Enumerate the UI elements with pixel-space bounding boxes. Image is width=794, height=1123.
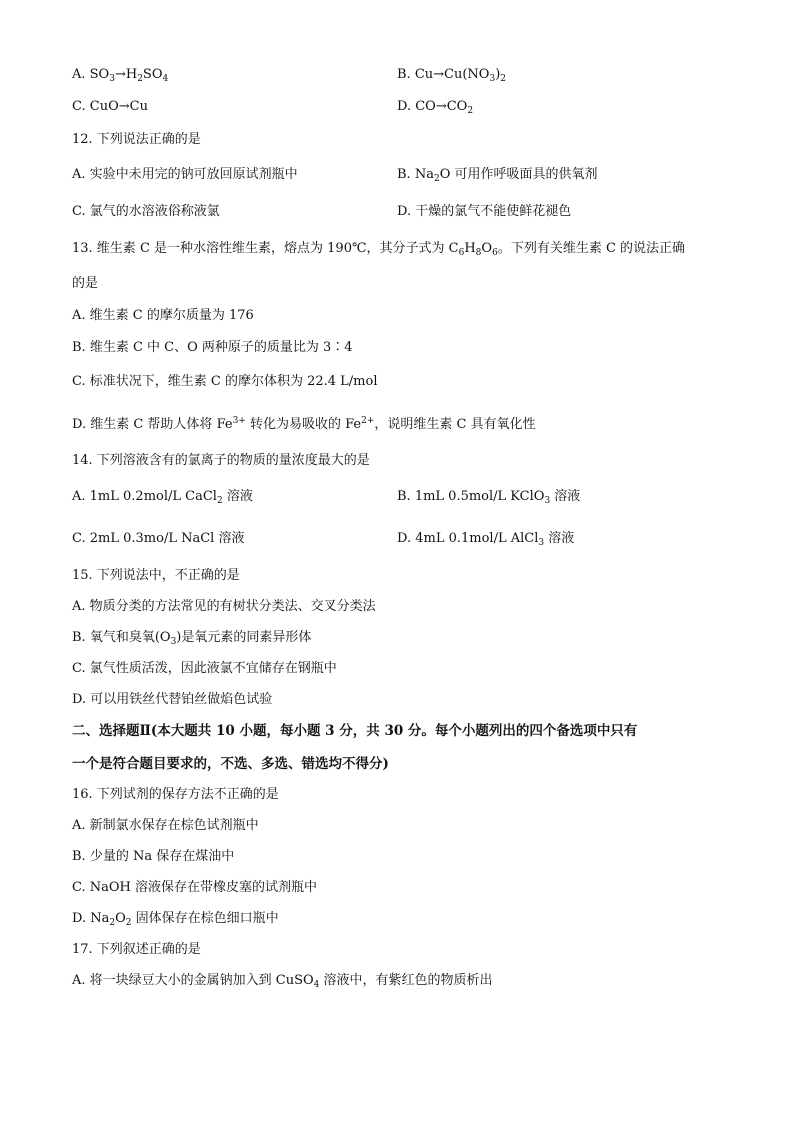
q12-option-b: B. $Na_2O$ 可用作呼吸面具的供氧剂: [397, 167, 598, 184]
q15-option-b: B. 氧气和臭氧$(O_3)$是氧元素的同素异形体: [72, 630, 312, 647]
q15-option-d: D. 可以用铁丝代替铂丝做焰色试验: [72, 692, 273, 707]
q11-option-d: D. $CO\to CO_2$: [397, 99, 474, 116]
q12-option-a: A. 实验中未用完的钠可放回原试剂瓶中: [72, 167, 298, 182]
q16-option-b: B. 少量的 Na 保存在煤油中: [72, 849, 235, 864]
q13-stem-cont: 的是: [72, 276, 99, 291]
q12-stem: 12. 下列说法正确的是: [72, 132, 201, 147]
q12-option-d: D. 干燥的氯气不能使鲜花褪色: [397, 204, 572, 219]
q12-option-c: C. 氯气的水溶液俗称液氯: [72, 204, 220, 219]
q14-stem: 14. 下列溶液含有的氯离子的物质的量浓度最大的是: [72, 453, 370, 468]
q14-option-b: B. 1mL 0.5mol/L KClO$_3$ 溶液: [397, 489, 581, 506]
q16-option-a: A. 新制氯水保存在棕色试剂瓶中: [72, 818, 259, 833]
q15-stem: 15. 下列说法中，不正确的是: [72, 568, 240, 583]
q13-stem: 13. 维生素 C 是一种水溶性维生素，熔点为 190℃，其分子式为 $C_6H_8O_6$。下列有关维生素 C 的说法正确: [72, 241, 686, 258]
q16-stem: 16. 下列试剂的保存方法不正确的是: [72, 787, 279, 802]
q16-option-c: C. NaOH 溶液保存在带橡皮塞的试剂瓶中: [72, 880, 318, 895]
q17-stem: 17. 下列叙述正确的是: [72, 942, 201, 957]
section-2-heading-cont: 一个是符合题目要求的，不选、多选、错选均不得分): [72, 756, 389, 772]
section-2-heading: 二、选择题Ⅱ(本大题共 10 小题，每小题 3 分，共 30 分。每个小题列出的四个备选项中只有: [72, 723, 638, 739]
q13-option-b: B. 维生素 C 中 C、O 两种原子的质量比为 3∶4: [72, 340, 353, 355]
q11-option-b: B. $Cu\to Cu(NO_3)_2$: [397, 67, 507, 84]
q16-option-d: D. $Na_2O_2$ 固体保存在棕色细口瓶中: [72, 911, 279, 928]
q13-option-a: A. 维生素 C 的摩尔质量为 176: [72, 308, 254, 323]
q15-option-c: C. 氯气性质活泼，因此液氯不宜储存在钢瓶中: [72, 661, 337, 676]
q11-option-c: C. CuO→Cu: [72, 99, 148, 114]
q11-option-a: A. $SO_3\to H_2SO_4$: [72, 67, 169, 84]
q14-option-a: A. 1mL 0.2mol/L CaCl$_2$ 溶液: [72, 489, 253, 506]
q14-option-c: C. 2mL 0.3mo/L NaCl 溶液: [72, 531, 245, 546]
q14-option-d: D. 4mL 0.1mol/L AlCl$_3$ 溶液: [397, 531, 575, 548]
q13-option-d: D. 维生素 C 帮助人体将 $Fe^{3+}$ 转化为易吸收的 $Fe^{2+}$，说明维生素 C 具有氧化性: [72, 416, 536, 432]
q17-option-a: A. 将一块绿豆大小的金属钠加入到 CuSO$_4$ 溶液中，有紫红色的物质析出: [72, 973, 493, 990]
q15-option-a: A. 物质分类的方法常见的有树状分类法、交叉分类法: [72, 599, 376, 614]
q13-option-c: C. 标准状况下，维生素 C 的摩尔体积为 22.4 L/mol: [72, 374, 378, 389]
